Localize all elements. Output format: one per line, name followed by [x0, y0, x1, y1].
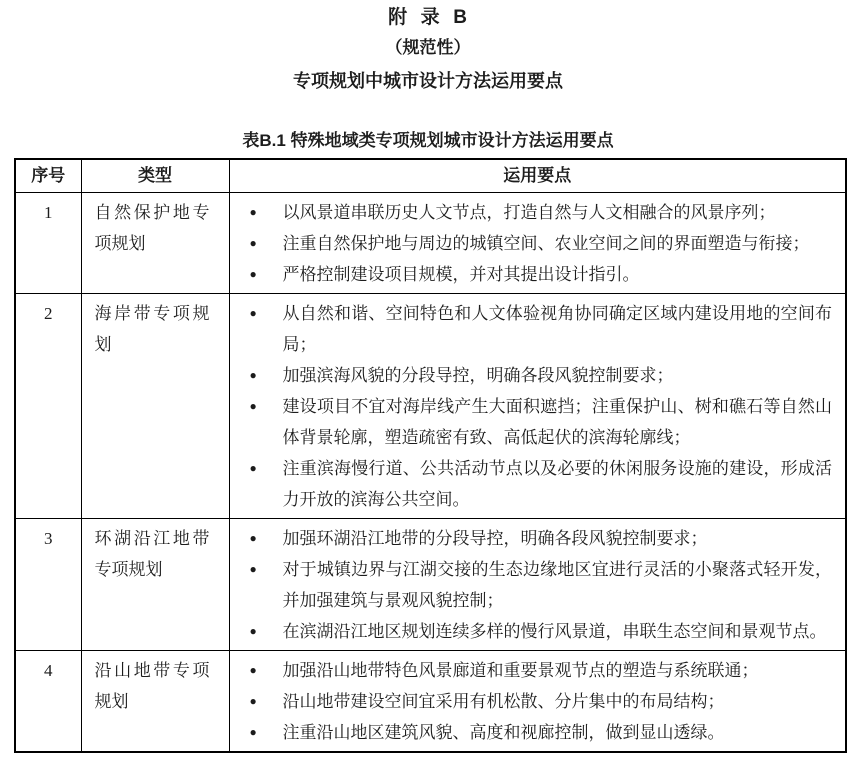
bullet-text: 对于城镇边界与江湖交接的生态边缘地区宜进行灵活的小聚落式轻开发，并加强建筑与景观风貌控制； [282, 560, 832, 610]
row-points-cell [229, 193, 846, 294]
table-row [15, 651, 846, 753]
bullet-point [230, 259, 846, 290]
column-header-points: 运用要点 [229, 159, 846, 193]
table-row [15, 193, 846, 294]
bullet-text: 建设项目不宜对海岸线产生大面积遮挡；注重保护山、树和礁石等自然山体背景轮廓，塑造疏密有致、高低起伏的滨海轮廓线； [282, 397, 832, 447]
bullet-point [230, 616, 846, 647]
bullet-icon: ● [249, 562, 257, 576]
bullet-text: 在滨湖沿江地区规划连续多样的慢行风景道，串联生态空间和景观节点。 [282, 622, 827, 641]
row-type-cell: 海岸带专项规划 [81, 294, 229, 519]
bullet-icon: ● [249, 461, 257, 475]
bullet-point [230, 717, 846, 748]
bullet-point [230, 228, 846, 259]
row-type-cell: 自然保护地专项规划 [81, 193, 229, 294]
bullet-icon: ● [249, 236, 257, 250]
column-header-type: 类型 [81, 159, 229, 193]
row-number-cell: 4 [15, 651, 81, 753]
bullet-icon: ● [249, 267, 257, 281]
bullet-point [230, 686, 846, 717]
bullet-icon: ● [249, 663, 257, 677]
row-points-cell [229, 651, 846, 753]
bullet-icon: ● [249, 205, 257, 219]
row-number-cell: 2 [15, 294, 81, 519]
bullet-icon: ● [249, 399, 257, 413]
spec-table [14, 158, 847, 753]
bullet-point [230, 360, 846, 391]
bullet-icon: ● [249, 531, 257, 545]
bullet-text: 沿山地带建设空间宜采用有机松散、分片集中的布局结构； [282, 692, 725, 711]
table-body [15, 193, 846, 753]
bullet-text: 以风景道串联历史人文节点，打造自然与人文相融合的风景序列； [282, 203, 776, 222]
bullet-point [230, 197, 846, 228]
row-type-cell: 环湖沿江地带专项规划 [81, 519, 229, 651]
row-type-cell: 沿山地带专项规划 [81, 651, 229, 753]
bullet-icon: ● [249, 306, 257, 320]
bullet-point [230, 391, 846, 453]
bullet-point [230, 523, 846, 554]
bullet-text: 从自然和谐、空间特色和人文体验视角协同确定区域内建设用地的空间布局； [282, 304, 832, 354]
bullet-icon: ● [249, 694, 257, 708]
table-row [15, 519, 846, 651]
appendix-title: 附 录 B [388, 7, 468, 28]
bullet-text: 注重自然保护地与周边的城镇空间、农业空间之间的界面塑造与衔接； [282, 234, 810, 253]
table-row [15, 294, 846, 519]
row-number-cell: 1 [15, 193, 81, 294]
appendix-subtitle: （规范性） [385, 38, 471, 57]
bullet-text: 加强沿山地带特色风景廊道和重要景观节点的塑造与系统联通； [282, 661, 759, 680]
bullet-icon: ● [249, 624, 257, 638]
bullet-point [230, 655, 846, 686]
bullet-icon: ● [249, 725, 257, 739]
bullet-text: 注重沿山地区建筑风貌、高度和视廊控制，做到显山透绿。 [282, 723, 725, 742]
appendix-heading: 专项规划中城市设计方法运用要点 [293, 71, 563, 91]
bullet-text: 注重滨海慢行道、公共活动节点以及必要的休闲服务设施的建设，形成活力开放的滨海公共空间。 [282, 459, 832, 509]
column-header-no: 序号 [15, 159, 81, 193]
bullet-text: 加强环湖沿江地带的分段导控，明确各段风貌控制要求； [282, 529, 708, 548]
row-points-cell [229, 294, 846, 519]
bullet-icon: ● [249, 368, 257, 382]
row-number-cell: 3 [15, 519, 81, 651]
table-header-row [15, 159, 846, 193]
bullet-text: 加强滨海风貌的分段导控，明确各段风貌控制要求； [282, 366, 674, 385]
bullet-point [230, 298, 846, 360]
bullet-point [230, 453, 846, 515]
bullet-point [230, 554, 846, 616]
bullet-text: 严格控制建设项目规模，并对其提出设计指引。 [282, 265, 640, 284]
document-header [0, 6, 856, 93]
table-caption: 表B.1 特殊地域类专项规划城市设计方法运用要点 [242, 131, 614, 150]
row-points-cell [229, 519, 846, 651]
